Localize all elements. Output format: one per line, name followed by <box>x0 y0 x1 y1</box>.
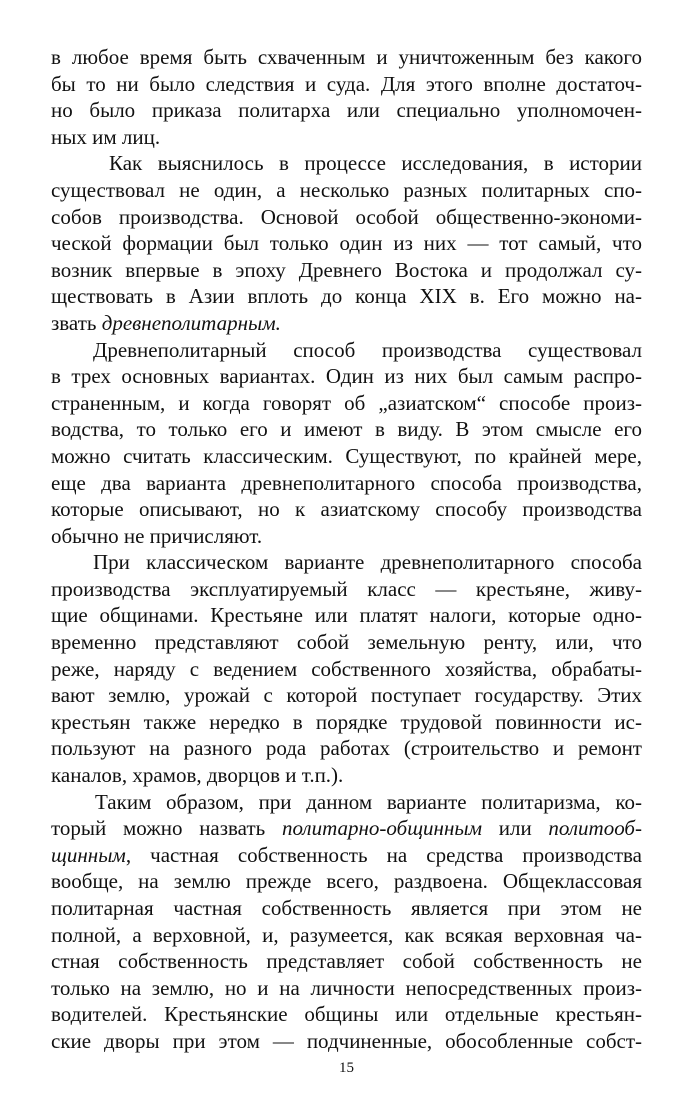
text-line: водства, то только его и имеют в виду. В этом смысле его <box>51 417 642 442</box>
text-line: ных им лиц. <box>51 124 161 149</box>
text-line: ческой формации был только один из них — тот самый, что <box>51 231 642 256</box>
text-line: Как выяснилось в процессе исследования, в истории <box>109 151 642 176</box>
text-line: собов производства. Основой особой общественно-экономи- <box>51 204 642 229</box>
text-line: возник впервые в эпоху Древнего Востока и продолжал су- <box>51 257 642 282</box>
text-line: политарная частная собственность является при этом не <box>51 896 642 920</box>
text-line: еще два варианта древнеполитарного способа производства, <box>51 470 642 495</box>
text-line: стная собственность представляет собой собственность не <box>51 949 642 974</box>
text-line: производства эксплуатируемый класс — крестьяне, живу- <box>51 576 642 601</box>
text-line: вают землю, урожай с которой поступает государству. Этих <box>51 683 642 708</box>
text-line: существовал не один, а несколько разных политарных спо- <box>51 177 642 202</box>
text-line: вообще, на землю прежде всего, раздвоена. Общеклассовая <box>51 869 642 894</box>
text-line: но было приказа политарха или специально уполномочен- <box>51 98 642 123</box>
text-line: ские дворы при этом — подчиненные, обособленные собст- <box>51 1028 642 1053</box>
text-fragment: торый можно назвать <box>51 816 282 841</box>
text-line: Древнеполитарный способ производства существовал <box>93 337 642 362</box>
text-line: щие общинами. Крестьяне или платят налоги, которые одно- <box>51 603 642 628</box>
italic-term: щинным <box>51 842 126 867</box>
text-line: ществовать в Азии вплоть до конца XIX в. Его можно на- <box>51 284 642 309</box>
text-line <box>51 310 642 337</box>
text-fragment: , частная собственность на средства производства <box>125 842 642 867</box>
text-line: можно считать классическим. Существуют, по крайней мере, <box>51 443 642 468</box>
text-line: в трех основных вариантах. Один из них был самым распро- <box>51 364 642 389</box>
text-line: которые описывают, но к азиатскому способу производства <box>51 497 642 522</box>
text-line: в любое время быть схваченным и уничтоженным без какого <box>51 45 642 69</box>
text-line <box>51 842 642 869</box>
text-line: крестьян также нередко в порядке трудовой повинности ис- <box>51 709 642 734</box>
text-line: Таким образом, при данном варианте политаризма, ко- <box>95 789 642 814</box>
text-line: только на землю, но и на личности непосредственных произ- <box>51 975 642 1000</box>
text-fragment: звать <box>51 310 102 335</box>
text-line: обычно не причисляют. <box>51 523 263 548</box>
page-number: 15 <box>339 1060 354 1076</box>
document-page <box>51 44 642 1055</box>
text-line: временно представляют собой земельную ренту, или, что <box>51 630 642 655</box>
italic-term: древнеполитарным. <box>101 310 281 335</box>
text-line: страненным, и когда говорят об „азиатском“ способе произ- <box>51 390 642 415</box>
text-fragment: или <box>482 816 549 841</box>
text-line: реже, наряду с ведением собственного хозяйства, обрабаты- <box>51 656 642 681</box>
text-line: бы то ни было следствия и суда. Для этого вполне достаточ- <box>51 71 642 96</box>
text-line: пользуют на разного рода работах (строительство и ремонт <box>51 736 642 761</box>
text-line: полной, а верховной, и, разумеется, как всякая верховная ча- <box>51 922 642 947</box>
text-line: каналов, храмов, дворцов и т.п.). <box>51 763 344 788</box>
italic-term: политарно-общинным <box>281 816 483 841</box>
text-line: водителей. Крестьянские общины или отдельные крестьян- <box>51 1002 642 1027</box>
text-line: При классическом варианте древнеполитарного способа <box>93 550 642 575</box>
text-line <box>51 815 642 842</box>
italic-term: политооб- <box>548 816 642 841</box>
